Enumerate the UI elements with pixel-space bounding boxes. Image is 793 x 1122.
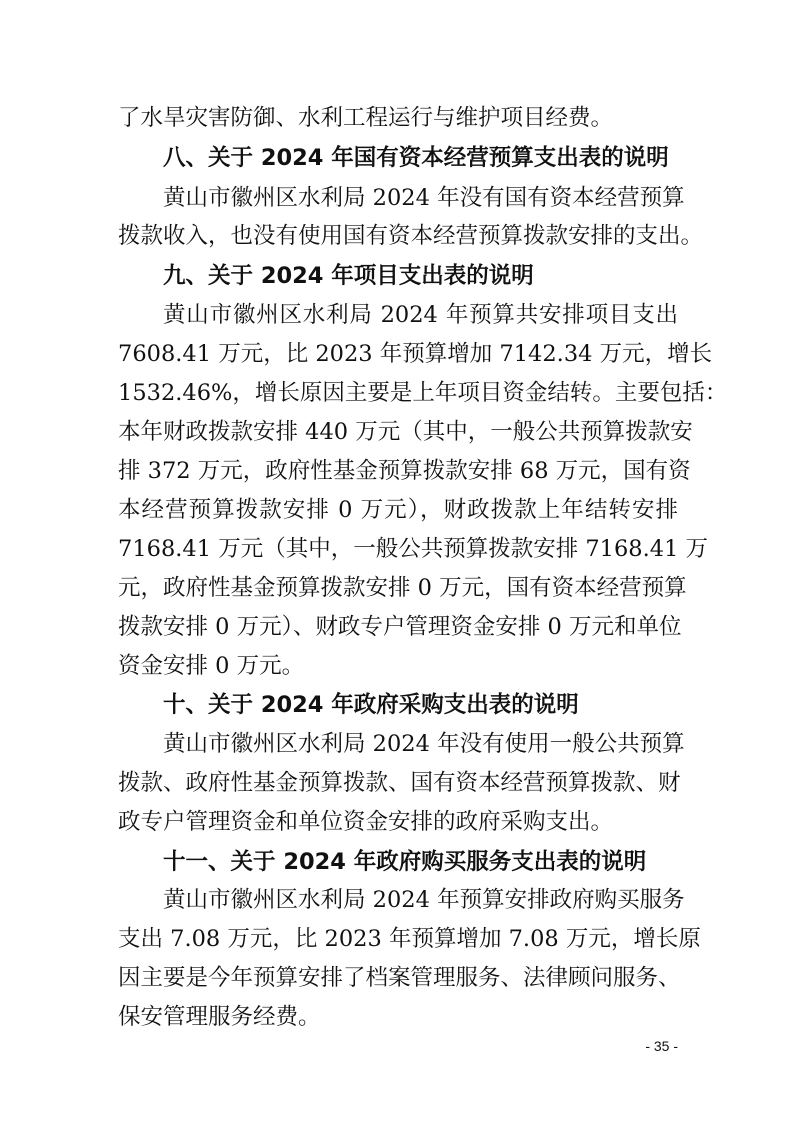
body-line: 元，政府性基金预算拨款安排 0 万元，国有资本经营预算 xyxy=(118,575,687,601)
body-line: 7168.41 万元（其中，一般公共预算拨款安排 7168.41 万 xyxy=(118,536,709,562)
body-line: 支出 7.08 万元，比 2023 年预算增加 7.08 万元，增长原 xyxy=(118,926,701,952)
body-line: 拨款收入，也没有使用国有资本经营预算拨款安排的支出。 xyxy=(118,223,704,249)
page-number: - 35 - xyxy=(645,1038,678,1054)
body-line: 保安管理服务经费。 xyxy=(118,1004,321,1030)
body-line: 7608.41 万元，比 2023 年预算增加 7142.34 万元，增长 xyxy=(118,341,713,367)
body-line: 1532.46%，增长原因主要是上年项目资金结转。主要包括： xyxy=(118,380,728,406)
body-line: 本经营预算拨款安排 0 万元），财政拨款上年结转安排 xyxy=(118,497,678,523)
body-line: 政专户管理资金和单位资金安排的政府采购支出。 xyxy=(118,809,614,835)
section-heading-11: 十一、关于 2024 年政府购买服务支出表的说明 xyxy=(163,849,647,875)
section-heading-8: 八、关于 2024 年国有资本经营预算支出表的说明 xyxy=(163,145,669,171)
body-line: 拨款安排 0 万元）、财政专户管理资金安排 0 万元和单位 xyxy=(118,614,682,640)
section-heading-9: 九、关于 2024 年项目支出表的说明 xyxy=(163,263,534,289)
body-line: 排 372 万元，政府性基金预算拨款安排 68 万元，国有资 xyxy=(118,458,691,484)
body-line: 拨款、政府性基金预算拨款、国有资本经营预算拨款、财 xyxy=(118,770,681,796)
body-line: 资金安排 0 万元。 xyxy=(118,653,305,679)
body-line: 了水旱灾害防御、水利工程运行与维护项目经费。 xyxy=(118,105,614,131)
section-heading-10: 十、关于 2024 年政府采购支出表的说明 xyxy=(163,692,579,718)
body-line: 黄山市徽州区水利局 2024 年没有使用一般公共预算 xyxy=(163,731,685,757)
body-line: 因主要是今年预算安排了档案管理服务、法律顾问服务、 xyxy=(118,965,681,991)
body-line: 本年财政拨款安排 440 万元（其中，一般公共预算拨款安 xyxy=(118,419,693,445)
body-line: 黄山市徽州区水利局 2024 年没有国有资本经营预算 xyxy=(163,185,685,211)
body-line: 黄山市徽州区水利局 2024 年预算共安排项目支出 xyxy=(163,302,678,328)
body-line: 黄山市徽州区水利局 2024 年预算安排政府购买服务 xyxy=(163,887,685,913)
